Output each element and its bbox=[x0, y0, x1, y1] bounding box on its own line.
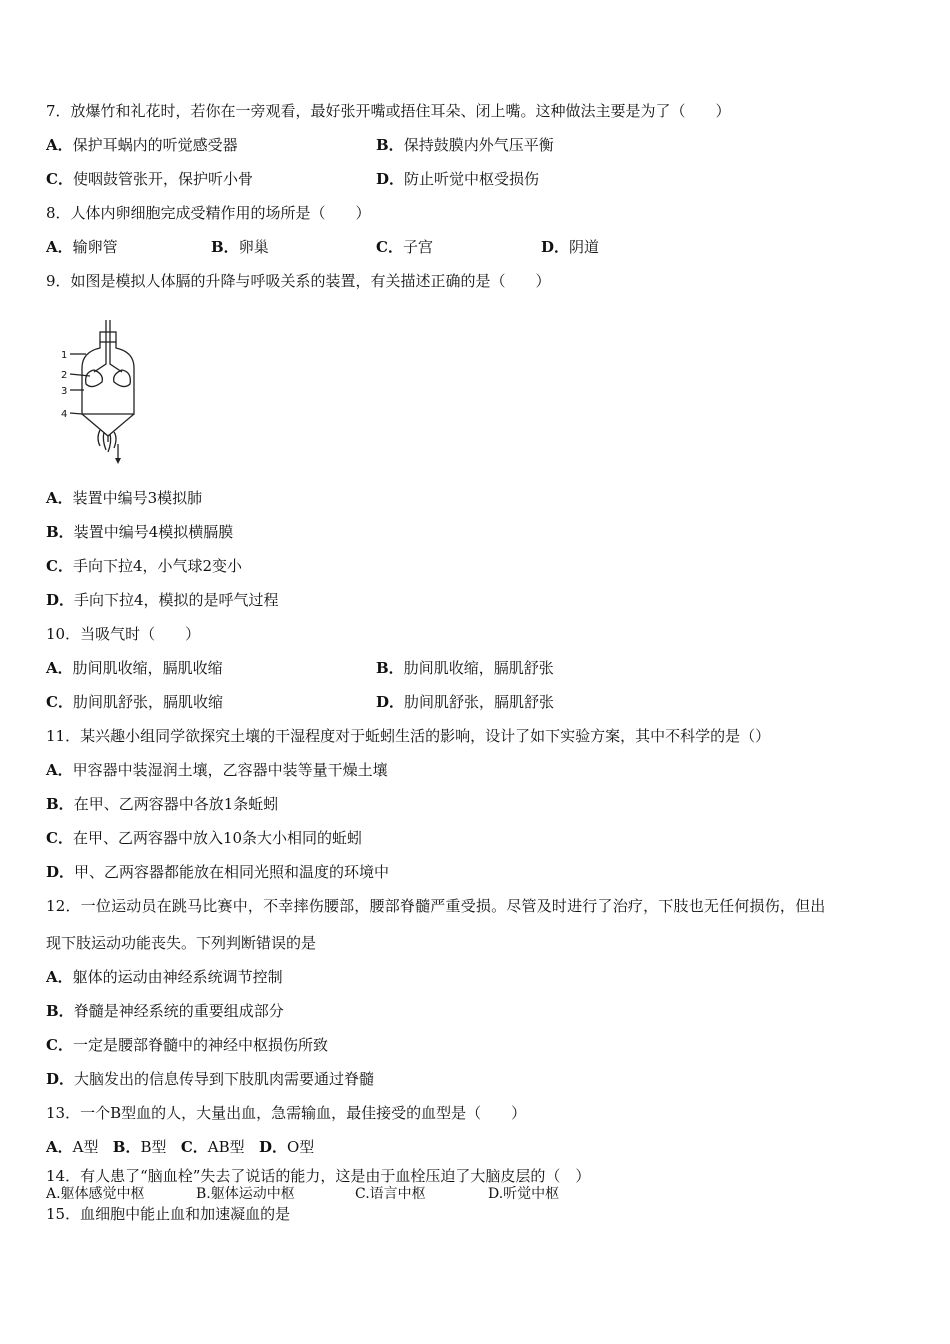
figure-label-4: 4 bbox=[61, 409, 68, 420]
balloon-right bbox=[114, 370, 131, 387]
option-text: 一定是腰部脊髓中的神经中枢损伤所致 bbox=[72, 1036, 328, 1054]
option-text: 肋间肌收缩，膈肌收缩 bbox=[72, 659, 223, 677]
q14-option-b: B.躯体运动中枢 bbox=[196, 1186, 295, 1202]
q14-stem: 14．有人患了“脑血栓”失去了说话的能力，这是由于血栓压迫了大脑皮层的（ ） bbox=[46, 1167, 591, 1185]
option-label: C． bbox=[46, 829, 73, 847]
q11-stem: 11．某兴趣小组同学欲探究土壤的干湿程度对于蚯蚓生活的影响，设计了如下实验方案，其中不科学的是（） bbox=[46, 727, 771, 745]
diaphragm-model-figure bbox=[60, 318, 140, 466]
option-label: D． bbox=[376, 693, 405, 711]
q8-option-a bbox=[46, 237, 118, 257]
option-text: 甲、乙两容器都能放在相同光照和温度的环境中 bbox=[74, 863, 390, 881]
option-label: D． bbox=[541, 238, 570, 256]
q9-option-c bbox=[46, 556, 242, 576]
q8-stem: 8．人体内卵细胞完成受精作用的场所是（ ） bbox=[46, 204, 371, 222]
q13-options bbox=[46, 1137, 314, 1157]
q10-stem: 10．当吸气时（ ） bbox=[46, 625, 201, 643]
option-text: 手向下拉4，小气球2变小 bbox=[72, 557, 243, 575]
rubber-stopper bbox=[100, 332, 116, 342]
option-text: A型 bbox=[72, 1138, 99, 1156]
q10-option-b bbox=[376, 658, 554, 678]
option-text: 肋间肌收缩，膈肌舒张 bbox=[403, 659, 554, 677]
q12-option-b bbox=[46, 1001, 284, 1021]
figure-label-3: 3 bbox=[61, 386, 68, 397]
q8-option-d bbox=[541, 237, 599, 257]
option-text: 肋间肌舒张，膈肌收缩 bbox=[72, 693, 223, 711]
q10-option-a bbox=[46, 658, 223, 678]
option-text: 阴道 bbox=[569, 238, 600, 256]
bell-jar bbox=[82, 342, 134, 414]
option-label: B． bbox=[211, 238, 239, 256]
option-label: B． bbox=[46, 1002, 74, 1020]
option-text: O型 bbox=[286, 1138, 315, 1156]
option-label: A． bbox=[46, 761, 73, 779]
option-label: A． bbox=[46, 659, 73, 677]
option-text: 使咽鼓管张开，保护听小骨 bbox=[72, 170, 253, 188]
q8-option-c bbox=[376, 237, 433, 257]
option-label: C． bbox=[180, 1138, 208, 1156]
option-label: A． bbox=[46, 1138, 73, 1156]
q7-option-a bbox=[46, 135, 238, 155]
q13-stem: 13．一个B型血的人，大量出血，急需输血，最佳接受的血型是（ ） bbox=[46, 1104, 527, 1122]
arrowhead-icon bbox=[115, 458, 121, 464]
option-text: 在甲、乙两容器中放入10条大小相同的蚯蚓 bbox=[72, 829, 363, 847]
q7-stem: 7．放爆竹和礼花时，若你在一旁观看，最好张开嘴或捂住耳朵、闭上嘴。这种做法主要是为了（ ） bbox=[46, 102, 731, 120]
option-text: 卵巢 bbox=[238, 238, 269, 256]
figure-label-2: 2 bbox=[61, 370, 68, 381]
option-text: 保护耳蜗内的听觉感受器 bbox=[72, 136, 238, 154]
q7-option-b bbox=[376, 135, 554, 155]
q11-option-c bbox=[46, 828, 362, 848]
q12-stem-line1: 12．一位运动员在跳马比赛中，不幸摔伤腰部，腰部脊髓严重受损。尽管及时进行了治疗，下肢也无任何损伤，但出 bbox=[46, 897, 826, 915]
balloon-left bbox=[86, 370, 103, 387]
figure-label-1: 1 bbox=[61, 350, 68, 361]
option-label: D． bbox=[46, 591, 75, 609]
q12-option-d bbox=[46, 1069, 374, 1089]
option-label: B． bbox=[112, 1138, 141, 1156]
option-label: C． bbox=[46, 557, 73, 575]
option-label: D． bbox=[258, 1138, 287, 1156]
q8-option-b bbox=[211, 237, 269, 257]
option-label: A． bbox=[46, 136, 73, 154]
option-text: 装置中编号3模拟肺 bbox=[72, 489, 203, 507]
q12-stem-line2: 现下肢运动功能丧失。下列判断错误的是 bbox=[46, 934, 317, 952]
option-label: C． bbox=[376, 238, 403, 256]
q12-option-c bbox=[46, 1035, 328, 1055]
q7-option-d bbox=[376, 169, 539, 189]
option-text: 肋间肌舒张，膈肌舒张 bbox=[404, 693, 555, 711]
option-text: B型 bbox=[140, 1138, 167, 1156]
option-label: B． bbox=[376, 136, 404, 154]
option-text: AB型 bbox=[207, 1138, 245, 1156]
q14-option-d: D.听觉中枢 bbox=[488, 1186, 560, 1202]
option-text: 装置中编号4模拟横膈膜 bbox=[73, 523, 234, 541]
q11-option-d bbox=[46, 862, 389, 882]
option-label: C． bbox=[46, 170, 73, 188]
option-text: 子宫 bbox=[402, 238, 433, 256]
option-label: B． bbox=[46, 523, 74, 541]
option-label: B． bbox=[376, 659, 404, 677]
option-text: 大脑发出的信息传导到下肢肌肉需要通过脊髓 bbox=[74, 1070, 375, 1088]
option-text: 脊髓是神经系统的重要组成部分 bbox=[73, 1002, 284, 1020]
option-label: D． bbox=[46, 1070, 75, 1088]
q14-option-a: A.躯体感觉中枢 bbox=[46, 1186, 145, 1202]
option-text: 输卵管 bbox=[72, 238, 118, 256]
q7-option-c bbox=[46, 169, 253, 189]
q10-option-c bbox=[46, 692, 223, 712]
option-label: A． bbox=[46, 238, 73, 256]
hand-icon bbox=[98, 430, 116, 452]
option-text: 甲容器中装湿润土壤，乙容器中装等量干燥土壤 bbox=[72, 761, 388, 779]
option-text: 在甲、乙两容器中各放1条蚯蚓 bbox=[73, 795, 279, 813]
q9-option-a bbox=[46, 488, 202, 508]
option-label: D． bbox=[46, 863, 75, 881]
rubber-membrane bbox=[82, 414, 134, 436]
leader-line-4 bbox=[70, 413, 82, 414]
option-label: C． bbox=[46, 693, 73, 711]
option-text: 躯体的运动由神经系统调节控制 bbox=[72, 968, 283, 986]
option-label: A． bbox=[46, 968, 73, 986]
q10-option-d bbox=[376, 692, 554, 712]
q11-option-a bbox=[46, 760, 388, 780]
option-text: 保持鼓膜内外气压平衡 bbox=[403, 136, 554, 154]
q11-option-b bbox=[46, 794, 278, 814]
option-text: 防止听觉中枢受损伤 bbox=[404, 170, 540, 188]
q9-option-b bbox=[46, 522, 233, 542]
q9-option-d bbox=[46, 590, 279, 610]
option-label: D． bbox=[376, 170, 405, 188]
option-label: B． bbox=[46, 795, 74, 813]
q15-stem: 15．血细胞中能止血和加速凝血的是 bbox=[46, 1205, 291, 1223]
q9-stem: 9．如图是模拟人体膈的升降与呼吸关系的装置，有关描述正确的是（ ） bbox=[46, 272, 551, 290]
option-label: A． bbox=[46, 489, 73, 507]
option-label: C． bbox=[46, 1036, 73, 1054]
q12-option-a bbox=[46, 967, 283, 987]
q14-option-c: C.语言中枢 bbox=[355, 1186, 426, 1202]
option-text: 手向下拉4，模拟的是呼气过程 bbox=[74, 591, 279, 609]
